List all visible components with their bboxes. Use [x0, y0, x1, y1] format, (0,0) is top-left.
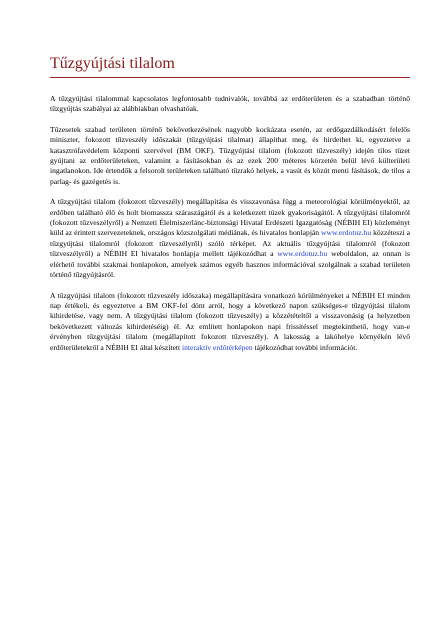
paragraph-intro — [50, 94, 410, 115]
erdotuz-link[interactable]: www.erdotuz.hu — [321, 228, 372, 238]
page-title: Tűzgyújtási tilalom — [50, 55, 175, 72]
erdotuz-link-2[interactable]: www.erdotuz.hu — [277, 249, 328, 259]
paragraph-text: tájékozódhat további információt. — [252, 342, 358, 352]
paragraph-fire-ban-announcement — [50, 197, 410, 280]
title-underline — [50, 77, 410, 78]
paragraph-daily-evaluation — [50, 291, 410, 353]
paragraph-text: közzéteszi a tűzgyújtási tilalomról (fokozott tűzveszélyről) szóló térképet. Az aktuális tűzgyújtási tilalomról (fokozott tűzveszélyről) a NÉBIH EI hivatalos honlapja mellett tájékozódhat a — [50, 228, 410, 259]
paragraph-text: A tűzgyújtási tilalommal kapcsolatos legfontosabb tudnivalók, továbbá az erdőterületen és a szabadban történő tűzgyújtás szabályai az alábbiakban olvashatóak. — [50, 94, 410, 114]
paragraph-fire-ban-rules — [50, 125, 410, 187]
paragraph-text: A tűzgyújtási tilalom (fokozott tűzveszély időszaka) megállapítására vonatkozó körülményeket a NÉBIH EI minden nap értékeli, és egyeztetve a BM OKF-fel dönt arról, hogy a következő napon szükséges-e tűzgyújtási tilalom kihirdetése, vagy nem. A tűzgyújtási tilalom (fokozott tűzveszély) a közzétételtől a visszavonásig (a helyzetben bekövetkezett változás kihirdetéséig) él. Az említett honlapokon napi frissítéssel megtekinthető, hogy van-e érvényben tűzgyújtási tilalom (megállapított fokozott tűzveszély). A lakosság a lakóhelye környékén lévő erdőterületekről a NÉBIH EI által készített — [50, 290, 410, 352]
paragraph-text: A tűzgyújtási tilalom (fokozott tűzveszély) megállapítása és visszavonása függ a meteorológiai körülményektől, az erdőben található élő és holt biomassza száraszágától és a keletkezett tüzek gyakoriságától. A tűzgyújtási tilalomról (fokozott tűzveszélyről) a Nemzeti Élelmiszerlánc-biztonsági Hivatal Erdészeti Igazgatóság (NÉBIH EI) közleményt küld az érintett szervezeteknek, országos közszolgálati médiának, és hivatalos honlapján — [50, 197, 410, 238]
paragraph-text: Tűzesetek szabad területen történő bekövetkezésének nagyobb kockázata esetén, az erdőgazdálkodásért felelős miniszter, fokozott tűzveszély időszakát (tűzgyújtási tilalmat) állapíthat meg, és hirdethet ki, egyeztetve a katasztrófavédelem központi szervével (BM OKF). Tűzgyújtási tilalom (fokozott tűzveszély) idején tilos tüzet gyújtani az erdőterületeken, valamint a fásításokban és az ezek 200 méteres körzetén belül lévő külterületi ingatlanokon. Ide értendők a felsorolt területeken található tűzrakó helyek, a vasút és közút menti fásítások, de tilos a parlag- és gazégetés is. — [50, 124, 410, 186]
paragraph-text: weboldalon, az onnan is elérhető további szakmai honlapokon, amelyek számos egyéb hasznos információval szolgálnak a szabad területen történő tűzgyújtásról. — [50, 249, 410, 280]
interactive-forest-map-link[interactable]: interaktív erdőtérképen — [182, 342, 253, 352]
